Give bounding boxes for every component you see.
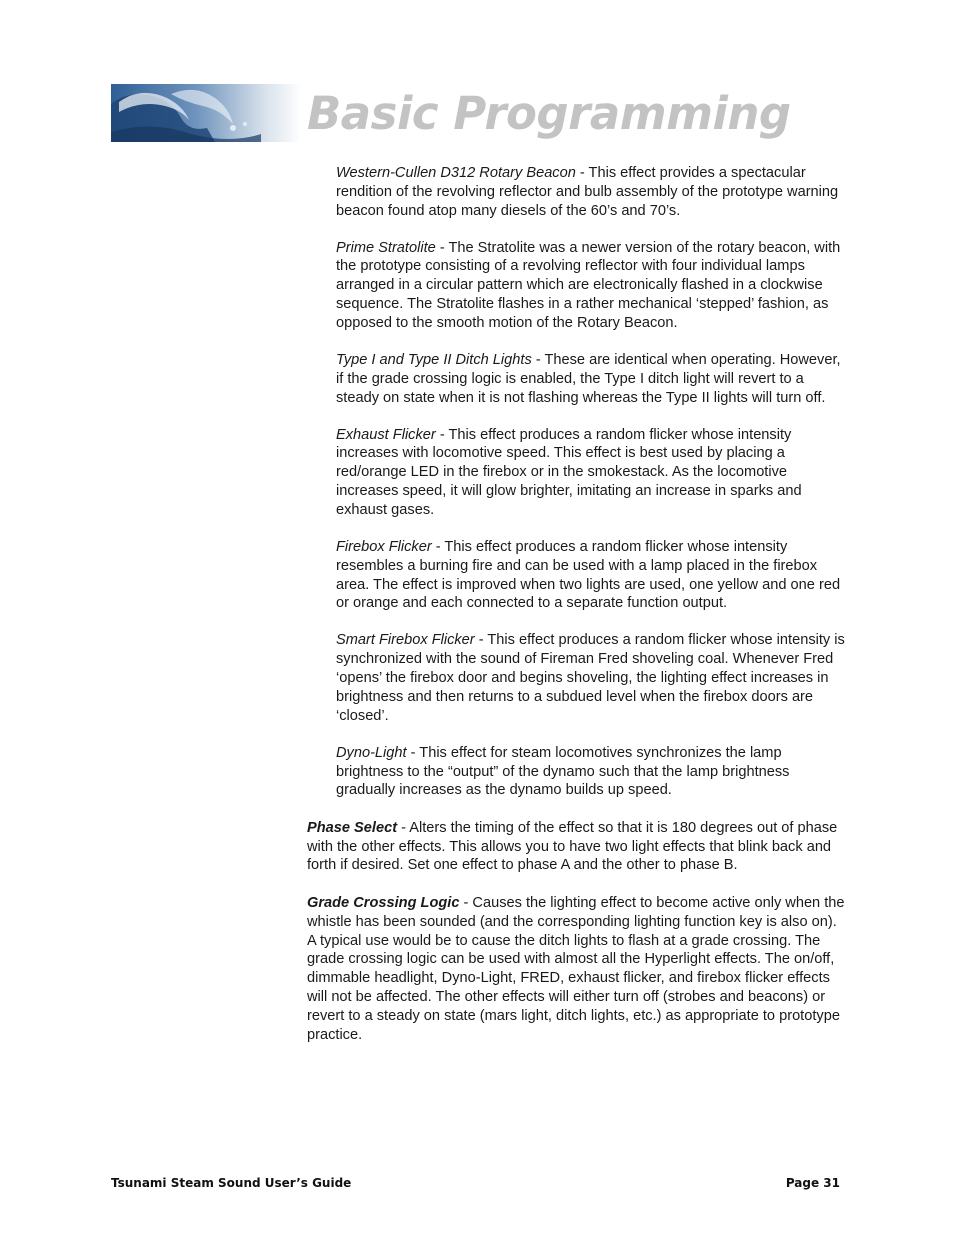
effect-text: - This effect provides a spectacular rendition of the revolving reflector and bulb assembly of the prototype warning beacon found atop many diesels of the 60’s and 70’s.	[336, 165, 839, 219]
effect-text: - This effect produces a random flicker whose intensity increases with locomotive speed. This effect is best used by placing a red/orange LED in the firebox or in the smokestack. As the locomotive increases speed, it will glow brighter, imitating an increase in sparks and exhaust gases.	[336, 426, 802, 518]
footer-guide-title: Tsunami Steam Sound User’s Guide	[111, 1176, 352, 1190]
effect-name: Type I and Type II Ditch Lights	[336, 351, 532, 368]
effect-description	[336, 426, 847, 520]
effect-text: - This effect produces a random flicker whose intensity is synchronized with the sound of Fireman Fred shoveling coal. Whenever Fred ‘opens’ the firebox door and begins shoveling, the lighting effect increases in brightness and then returns to a subdued level when the firebox doors are ‘closed’.	[336, 632, 845, 724]
page-content	[307, 164, 847, 1063]
option-text: - Alters the timing of the effect so that it is 180 degrees out of phase with the other effects. This allows you to have two light effects that blink back and forth if desired. Set one effect to phase A and the other to phase B.	[307, 819, 838, 874]
effect-description	[336, 631, 847, 725]
effect-name: Dyno-Light	[336, 744, 407, 761]
effect-name: Exhaust Flicker	[336, 426, 436, 443]
effect-name: Firebox Flicker	[336, 538, 432, 555]
option-name: Grade Crossing Logic	[307, 895, 460, 912]
effect-description	[336, 744, 847, 800]
footer-page-number: Page 31	[785, 1176, 840, 1190]
effect-text: - These are identical when operating. However, if the grade crossing logic is enabled, the Type I ditch light will revert to a steady on state when it is not flashing whereas the Type II lights will turn off.	[336, 351, 841, 406]
effect-text: - The Stratolite was a newer version of the rotary beacon, with the prototype consisting of a revolving reflector with four individual lamps arranged in a circular pattern which are electronically flashed in a clockwise sequence. The Stratolite flashes in a rather mechanical ‘stepped’ fashion, as opposed to the smooth motion of the Rotary Beacon.	[336, 239, 841, 331]
effect-text: - This effect produces a random flicker whose intensity resembles a burning fire and can be used with a lamp placed in the firebox area. The effect is improved when two lights are used, one yellow and one red or orange and each connected to a separate function output.	[336, 538, 841, 612]
option-text: - Causes the lighting effect to become active only when the whistle has been sounded (and the corresponding lighting function key is also on). A typical use would be to cause the ditch lights to flash at a grade crossing. The grade crossing logic can be used with almost all the Hyperlight effects. The on/off, dimmable headlight, Dyno-Light, FRED, exhaust flicker, and firebox flicker effects will not be affected. The other effects will either turn off (strobes and beacons) or revert to a steady on state (mars light, ditch lights, etc.) as appropriate to prototype practice.	[307, 895, 845, 1043]
page-title: Basic Programming	[307, 87, 791, 140]
effect-text: - This effect for steam locomotives synchronizes the lamp brightness to the “output” of the dynamo such that the lamp brightness gradually increases as the dynamo builds up speed.	[336, 744, 790, 799]
effect-description	[336, 538, 847, 613]
option-description	[307, 819, 847, 875]
ocean-wave-icon	[111, 84, 301, 142]
option-description	[307, 894, 847, 1044]
option-name: Phase Select	[307, 819, 398, 836]
effect-name: Smart Firebox Flicker	[336, 632, 475, 649]
effect-description	[336, 351, 847, 407]
effect-name: Prime Stratolite	[336, 239, 436, 256]
effect-name: Western-Cullen D312 Rotary Beacon	[336, 165, 576, 181]
effect-description	[336, 164, 847, 220]
effect-description	[336, 239, 847, 333]
